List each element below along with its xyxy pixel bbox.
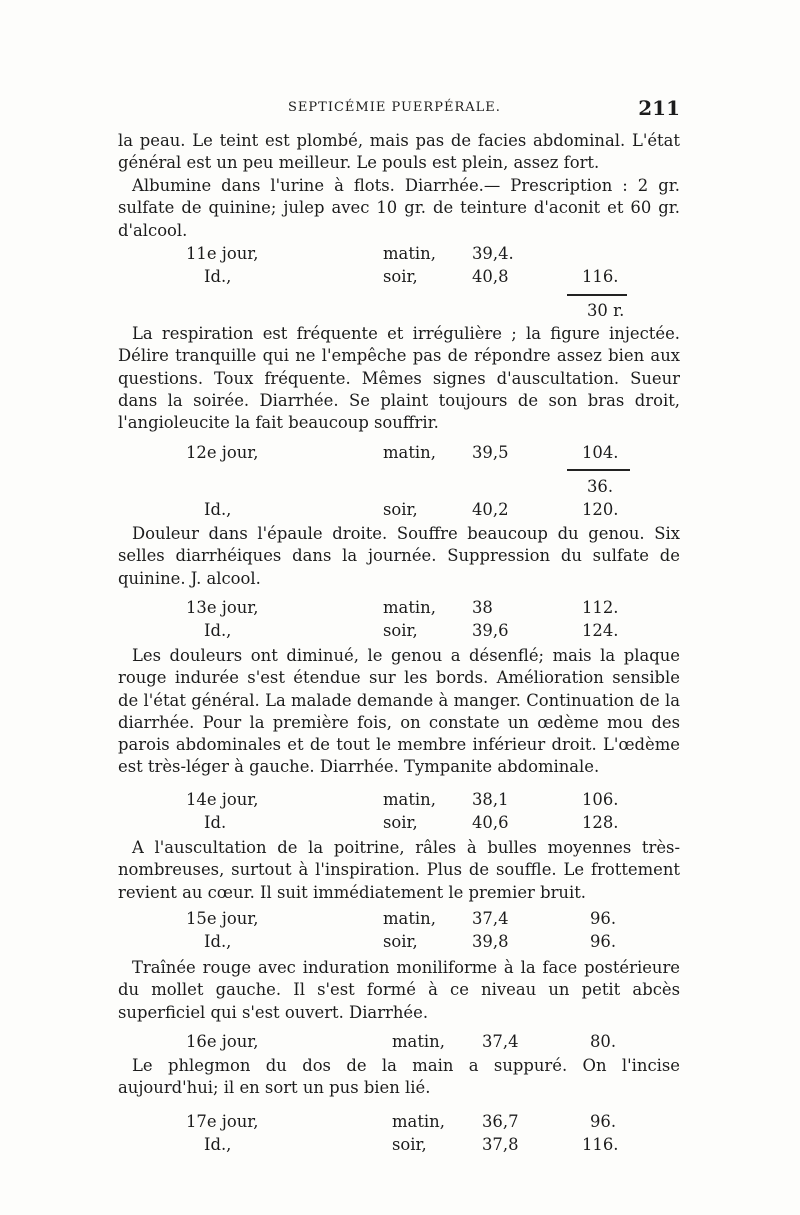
record-pulse: 112. — [582, 598, 619, 617]
record-day: 15e jour, — [186, 909, 259, 928]
record-time: matin, — [392, 1112, 445, 1131]
record-temp: 39,8 — [472, 932, 509, 951]
record-pulse: 116. — [582, 1135, 619, 1154]
record-time: soir, — [383, 267, 418, 286]
record-day: 13e jour, — [186, 598, 259, 617]
record-time: matin, — [383, 244, 436, 263]
paragraph-6: A l'auscultation de la poitrine, râles à bulles moyennes très-nombreuses, surtout à l'inspiration. Plus de souffle. Le frottement revient au cœur. Il suit immédiatement le premier bruit. — [118, 838, 680, 902]
paragraph-3: La respiration est fréquente et irrégulière ; la figure injectée. Délire tranquille qui ne l'empêche pas de répondre assez bien aux questions. Toux fréquente. Mêmes signes d'auscultation. Sueur dans la soirée. Diarrhée. Se plaint toujours de son bras droit, l'angioleucite la fait beaucoup souffrir. — [118, 324, 680, 433]
record-time: soir, — [383, 813, 418, 832]
page-number: 211 — [638, 96, 680, 120]
record-time: matin, — [383, 909, 436, 928]
sum-rule — [567, 469, 630, 471]
record-temp: 38 — [472, 598, 493, 617]
record-time: matin, — [383, 598, 436, 617]
record-time: soir, — [383, 932, 418, 951]
record-temp: 39,4. — [472, 244, 514, 263]
paragraph-2: Albumine dans l'urine à flots. Diarrhée.— Prescription : 2 gr. sulfate de quinine; julep avec 10 gr. de teinture d'aconit et 60 gr. d'alcool. — [118, 176, 680, 240]
record-temp: 37,4 — [482, 1032, 519, 1051]
record-time: matin, — [383, 443, 436, 462]
record-day: Id. — [204, 813, 227, 832]
record-time: soir, — [392, 1135, 427, 1154]
respiration-count: 36. — [587, 477, 614, 496]
record-temp: 37,8 — [482, 1135, 519, 1154]
record-temp: 39,5 — [472, 443, 509, 462]
record-time: soir, — [383, 621, 418, 640]
record-pulse: 116. — [582, 267, 619, 286]
record-day: Id., — [204, 932, 232, 951]
record-pulse: 128. — [582, 813, 619, 832]
running-title: SEPTICÉMIE PUERPÉRALE. — [288, 100, 501, 115]
record-time: matin, — [392, 1032, 445, 1051]
record-temp: 39,6 — [472, 621, 509, 640]
sum-rule — [567, 294, 627, 296]
record-temp: 36,7 — [482, 1112, 519, 1131]
record-temp: 38,1 — [472, 790, 509, 809]
record-pulse: 80. — [590, 1032, 617, 1051]
record-day: Id., — [204, 621, 232, 640]
record-pulse: 124. — [582, 621, 619, 640]
paragraph-4: Douleur dans l'épaule droite. Souffre beaucoup du genou. Six selles diarrhéiques dans la journée. Suppression du sulfate de quinine. J. alcool. — [118, 524, 680, 588]
paragraph-7: Traînée rouge avec induration moniliforme à la face postérieure du mollet gauche. Il s'est formé à ce niveau un petit abcès superficiel qui s'est ouvert. Diarrhée. — [118, 958, 680, 1022]
record-temp: 40,2 — [472, 500, 509, 519]
record-day: Id., — [204, 500, 232, 519]
paragraph-1: la peau. Le teint est plombé, mais pas de facies abdominal. L'état général est un peu meilleur. Le pouls est plein, assez fort. — [118, 131, 680, 173]
record-temp: 40,6 — [472, 813, 509, 832]
record-time: matin, — [383, 790, 436, 809]
record-pulse: 96. — [590, 932, 617, 951]
paragraph-5: Les douleurs ont diminué, le genou a désenflé; mais la plaque rouge indurée s'est étendue sur les bords. Amélioration sensible de l'état général. La malade demande à manger. Continuation de la diarrhée. Pour la première fois, on constate un œdème mou des parois abdominales et de tout le membre inférieur droit. L'œdème est très-léger à gauche. Diarrhée. Tympanite abdominale. — [118, 646, 680, 777]
respiration-count: 30 r. — [587, 301, 625, 320]
record-pulse: 96. — [590, 909, 617, 928]
record-temp: 40,8 — [472, 267, 509, 286]
record-pulse: 104. — [582, 443, 619, 462]
record-day: Id., — [204, 1135, 232, 1154]
record-day: 12e jour, — [186, 443, 259, 462]
record-day: 16e jour, — [186, 1032, 259, 1051]
record-temp: 37,4 — [472, 909, 509, 928]
record-day: 11e jour, — [186, 244, 259, 263]
record-day: Id., — [204, 267, 232, 286]
record-pulse: 106. — [582, 790, 619, 809]
record-pulse: 120. — [582, 500, 619, 519]
record-time: soir, — [383, 500, 418, 519]
paragraph-8: Le phlegmon du dos de la main a suppuré. On l'incise aujourd'hui; il en sort un pus bien lié. — [118, 1056, 680, 1098]
record-day: 17e jour, — [186, 1112, 259, 1131]
page-header — [118, 98, 680, 124]
record-pulse: 96. — [590, 1112, 617, 1131]
record-day: 14e jour, — [186, 790, 259, 809]
